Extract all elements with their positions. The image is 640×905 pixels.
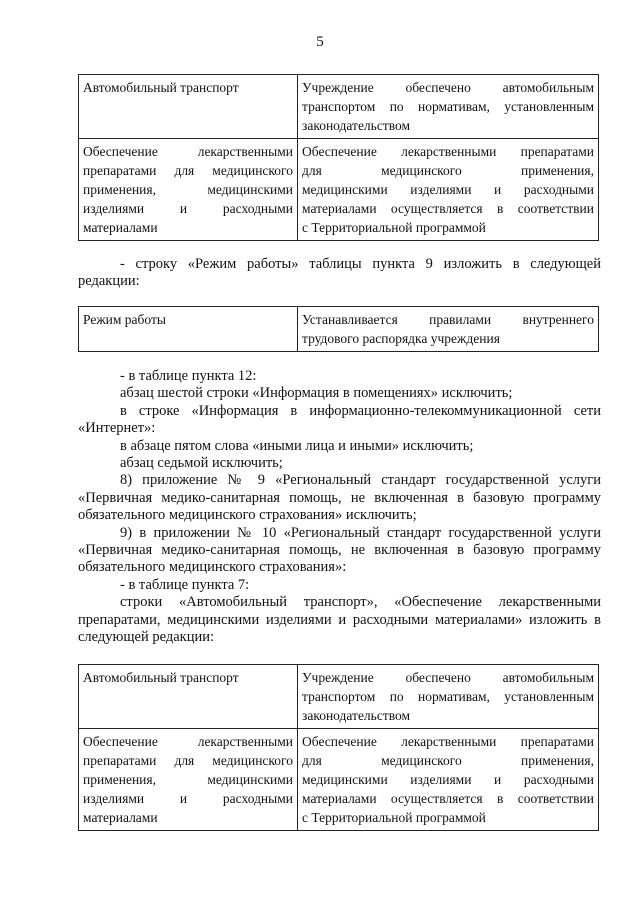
page-number: 5 [316,34,324,50]
table-cell-label [79,307,298,352]
paragraph [78,256,601,291]
cell-line: Обеспечение лекарственными [83,144,293,159]
cell-text: Режим работы [83,312,166,327]
cell-line: применения, медицинскими [83,182,293,197]
text-line: обязательного медицинского страхования» исключить; [78,507,417,524]
text-line: строки «Автомобильный транспорт», «Обеспечение лекарственными [120,594,601,611]
table-row [79,139,599,241]
cell-line: для медицинского применения, [302,753,594,768]
table-cell-value [298,729,599,831]
text-line: - строку «Режим работы» таблицы пункта 9 изложить в следующей [120,256,601,272]
cell-line: медицинскими изделиями и расходными [302,182,594,197]
table-row [79,307,599,352]
text-line: «Первичная медико-санитарная помощь, не включенная в базовую программу [78,489,601,506]
cell-line: для медицинского применения, [302,163,594,178]
table-1 [78,74,599,241]
table-cell-value [298,139,599,241]
table-cell-value [298,307,599,352]
cell-line: материалами осуществляется в соответствии [302,791,594,806]
table-cell-value [298,75,599,139]
cell-line: Учреждение обеспечено автомобильным [302,670,594,685]
text-line: абзац седьмой исключить; [120,455,283,472]
table-3 [78,664,599,831]
cell-text: Автомобильный транспорт [83,670,239,685]
text-line: следующей редакции: [78,629,215,646]
cell-line: изделиями и расходными [83,791,293,806]
cell-line: материалами [83,220,158,235]
text-line: в абзаце пятом слова «иными лица и иными» исключить; [120,437,474,454]
text-line: редакции: [78,273,140,290]
cell-line: транспортом по нормативам, установленным [302,689,594,704]
cell-line: трудового распорядка учреждения [302,331,500,346]
cell-line: материалами [83,810,158,825]
table-cell-label [79,665,298,729]
cell-line: транспортом по нормативам, установленным [302,99,594,114]
cell-line: Обеспечение лекарственными [83,734,293,749]
cell-line: Обеспечение лекарственными препаратами [302,734,594,749]
cell-line: препаратами для медицинского [83,753,293,768]
text-line: «Первичная медико-санитарная помощь, не включенная в базовую программу [78,542,601,559]
cell-line: препаратами для медицинского [83,163,293,178]
cell-line: законодательством [302,708,411,723]
cell-line: применения, медицинскими [83,772,293,787]
cell-line: законодательством [302,118,411,133]
cell-line: Учреждение обеспечено автомобильным [302,80,594,95]
cell-line: с Территориальной программой [302,810,486,825]
cell-line: материалами осуществляется в соответствии [302,201,594,216]
text-line: 8) приложение № 9 «Региональный стандарт государственной услуги [120,472,601,489]
table-row [79,665,599,729]
text-line: обязательного медицинского страхования»: [78,559,347,576]
table-cell-label [79,75,298,139]
cell-line: изделиями и расходными [83,201,293,216]
body-text [78,368,601,647]
table-cell-label [79,139,298,241]
text-line: «Интернет»: [78,420,156,437]
table-row [79,75,599,139]
text-line: - в таблице пункта 12: [120,368,257,384]
text-line: - в таблице пункта 7: [120,576,250,593]
text-line: в строке «Информация в информационно-телекоммуникационной сети [120,402,601,419]
text-line: препаратами, медицинскими изделиями и расходными материалами» изложить в [78,611,601,628]
table-2 [78,306,599,352]
cell-text: Автомобильный транспорт [83,80,239,95]
cell-line: Устанавливается правилами внутреннего [302,312,594,327]
text-line: абзац шестой строки «Информация в помещениях» исключить; [120,385,513,402]
text-line: 9) в приложении № 10 «Региональный стандарт государственной услуги [120,524,601,541]
table-cell-label [79,729,298,831]
cell-line: Обеспечение лекарственными препаратами [302,144,594,159]
cell-line: медицинскими изделиями и расходными [302,772,594,787]
table-row [79,729,599,831]
table-cell-value [298,665,599,729]
cell-line: с Территориальной программой [302,220,486,235]
